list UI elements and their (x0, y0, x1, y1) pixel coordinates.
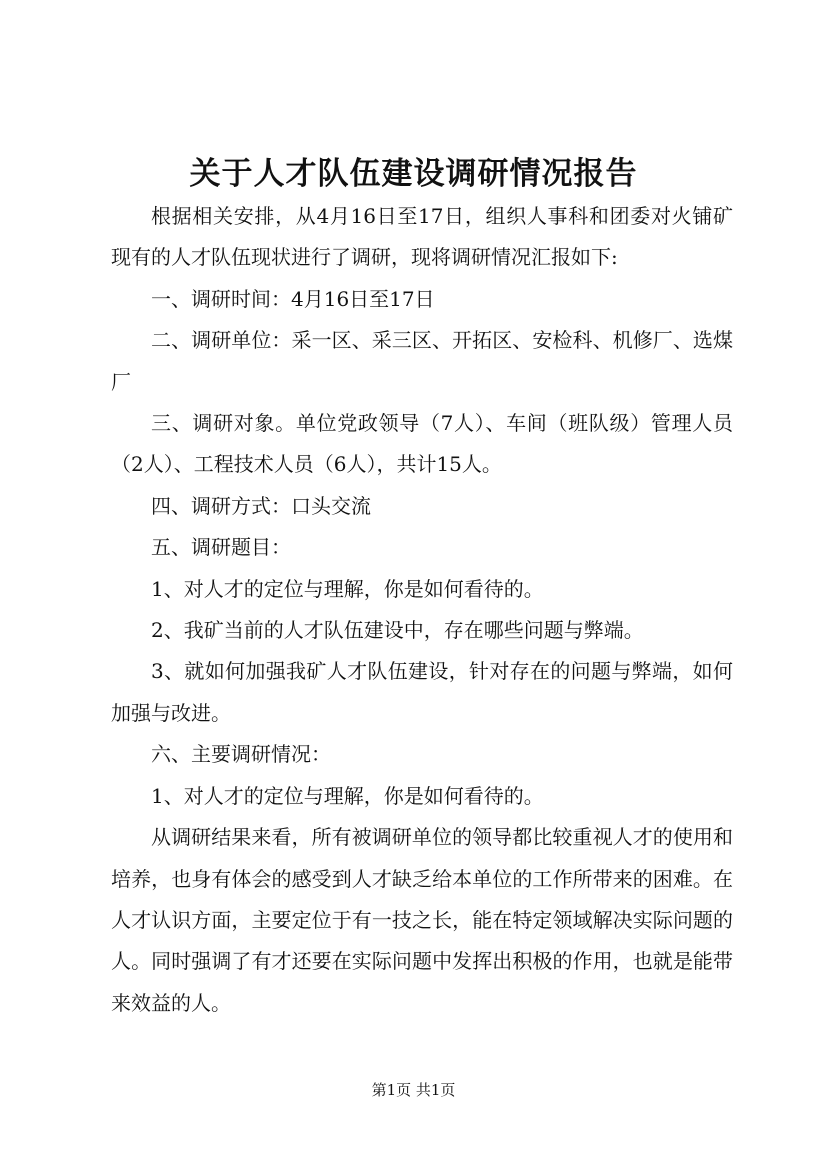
paragraph-survey-units: 二、调研单位：采一区、采三区、开拓区、安检科、机修厂、选煤厂 (111, 328, 733, 394)
paragraph-findings-heading: 六、主要调研情况： (151, 742, 331, 767)
paragraph-topic-2: 2、我矿当前的人才队伍建设中，存在哪些问题与弊端。 (151, 618, 644, 643)
document-title: 关于人才队伍建设调研情况报告 (189, 156, 638, 192)
paragraph-finding-1-heading: 1、对人才的定位与理解，你是如何看待的。 (151, 783, 544, 808)
paragraph-finding-1-body: 从调研结果来看，所有被调研单位的领导都比较重视人才的使用和培养，也身有体会的感受到人才缺乏给本单位的工作所带来的困难。在人才认识方面，主要定位于有一技之长，能在特定领域解决实际问题的人。同时强调了有才还要在实际问题中发挥出积极的作用，也就是能带来效益的人。 (111, 825, 733, 1015)
page-footer: 第1页 共1页 (371, 1081, 456, 1099)
paragraph-survey-subjects: 三、调研对象。单位党政领导（7人）、车间（班队级）管理人员（2人）、工程技术人员（6人），共计15人。 (111, 411, 733, 477)
paragraph-topic-1: 1、对人才的定位与理解，你是如何看待的。 (151, 576, 544, 601)
paragraph-survey-topics-heading: 五、调研题目： (151, 535, 291, 560)
paragraph-intro: 根据相关安排，从4月16日至17日，组织人事科和团委对火铺矿现有的人才队伍现状进行了调研，现将调研情况汇报如下: (111, 204, 733, 270)
paragraph-survey-time: 一、调研时间：4月16日至17日 (151, 286, 435, 311)
paragraph-survey-method: 四、调研方式：口头交流 (151, 493, 371, 518)
paragraph-topic-3: 3、就如何加强我矿人才队伍建设，针对存在的问题与弊端，如何加强与改进。 (111, 659, 733, 725)
document-body (111, 196, 733, 1024)
